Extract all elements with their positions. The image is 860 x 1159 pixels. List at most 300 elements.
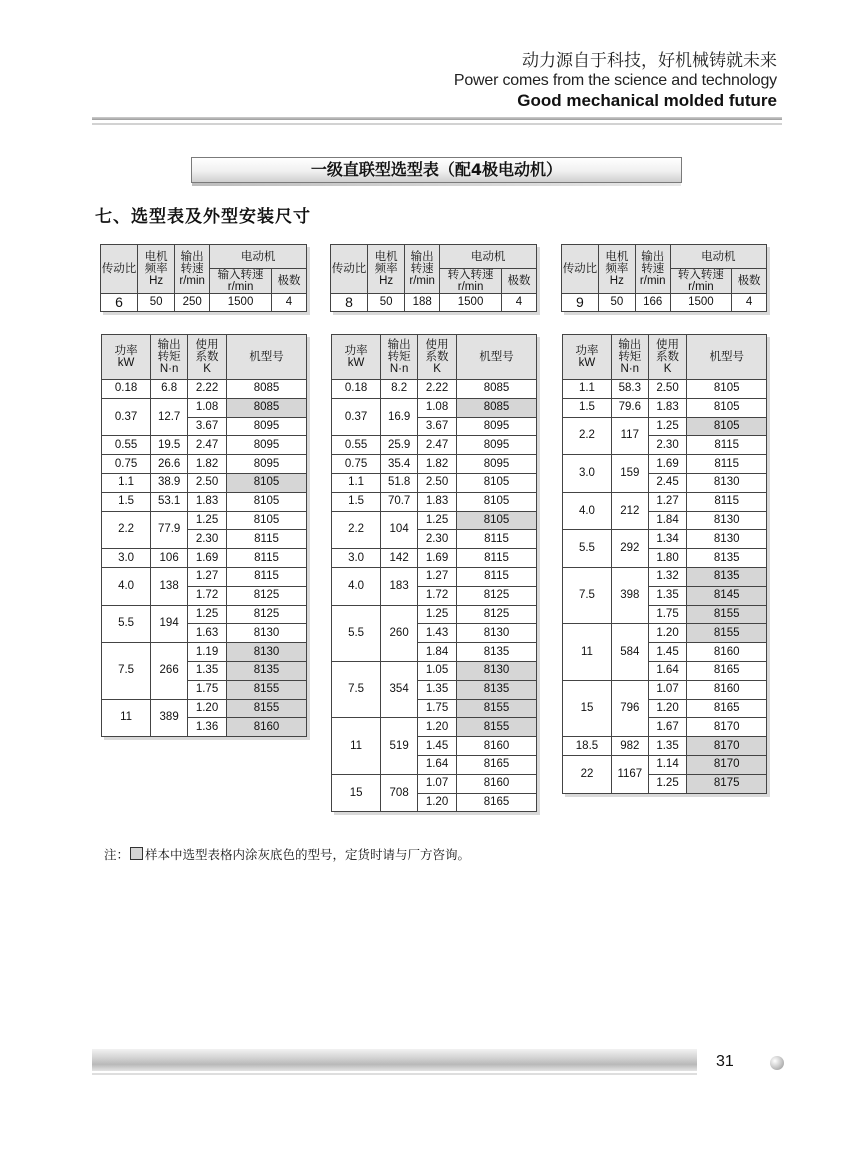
selection-header-row [332,335,537,380]
model-value: 8135 [687,567,767,586]
power-value: 3.0 [102,549,151,568]
table-row [102,455,307,474]
factor-value: 1.27 [418,567,457,586]
model-value: 8085 [227,398,307,417]
torque-value: 106 [151,549,188,568]
model-value: 8165 [687,661,767,680]
power-value: 11 [563,624,612,680]
model-value: 8115 [687,436,767,455]
torque-value: 142 [381,549,418,568]
input-speed-header: 转入转速 r/min [440,269,502,294]
model-value: 8115 [687,455,767,474]
selection-table [331,334,537,812]
model-value: 8130 [227,624,307,643]
poles-header: 极数 [271,269,306,294]
table-row [332,473,537,492]
model-value: 8115 [227,567,307,586]
torque-value: 16.9 [381,398,418,436]
factor-value: 2.30 [188,530,227,549]
model-value: 8115 [457,530,537,549]
input-speed-value: 1500 [440,294,502,312]
model-value: 8135 [457,643,537,662]
torque-value: 519 [381,718,418,774]
ratio-header: 传动比 [331,245,368,294]
factor-value: 1.82 [188,455,227,474]
torque-value: 70.7 [381,492,418,511]
gray-legend-square [130,847,143,860]
power-header: 功率 kW [332,335,381,380]
ratio-header: 传动比 [101,245,138,294]
factor-value: 1.36 [188,718,227,737]
table-row [332,774,537,793]
page-title: 一级直联型选型表（配4极电动机） [191,157,682,183]
power-value: 1.5 [563,398,612,417]
model-value: 8165 [457,793,537,812]
poles-header: 极数 [732,269,767,294]
model-value: 8105 [687,417,767,436]
table-row [102,549,307,568]
frequency-header: 电机 频率 Hz [598,245,635,294]
table-row [102,567,307,586]
factor-value: 2.47 [418,436,457,455]
table-row [102,605,307,624]
torque-value: 138 [151,567,188,605]
power-value: 18.5 [563,737,612,756]
power-value: 5.5 [563,530,612,568]
model-value: 8135 [227,661,307,680]
header-slogan-cn: 动力源自于科技，好机械铸就未来 [522,51,777,71]
factor-value: 1.25 [648,417,687,436]
model-value: 8095 [227,455,307,474]
model-value: 8115 [457,549,537,568]
factor-value: 1.25 [188,511,227,530]
model-value: 8125 [227,586,307,605]
motor-header: 电动机 [210,245,307,269]
model-value: 8105 [687,380,767,399]
torque-value: 25.9 [381,436,418,455]
factor-value: 1.64 [418,755,457,774]
factor-value: 1.27 [648,492,687,511]
input-speed-header: 输入转速 r/min [210,269,272,294]
factor-value: 1.19 [188,643,227,662]
torque-header: 输出 转矩 N·n [611,335,648,380]
model-value: 8170 [687,737,767,756]
model-value: 8105 [227,492,307,511]
model-value: 8115 [457,567,537,586]
torque-header: 输出 转矩 N·n [151,335,188,380]
table-row [563,680,767,699]
model-value: 8170 [687,755,767,774]
torque-value: 104 [381,511,418,549]
factor-value: 1.05 [418,661,457,680]
model-header: 机型号 [227,335,307,380]
motor-spec-table [561,244,767,312]
model-value: 8125 [227,605,307,624]
factor-value: 1.27 [188,567,227,586]
frequency-value: 50 [138,294,175,312]
power-value: 5.5 [332,605,381,661]
model-value: 8085 [227,380,307,399]
output-speed-header: 输出 转速 r/min [635,245,670,294]
power-value: 4.0 [332,567,381,605]
table-row [332,567,537,586]
factor-value: 1.08 [188,398,227,417]
model-value: 8105 [227,511,307,530]
torque-value: 79.6 [611,398,648,417]
model-value: 8130 [687,473,767,492]
input-speed-header: 转入转速 r/min [670,269,732,294]
torque-value: 708 [381,774,418,812]
model-value: 8155 [687,624,767,643]
output-speed-value: 188 [405,294,440,312]
power-value: 22 [563,755,612,793]
factor-value: 1.69 [418,549,457,568]
power-value: 0.18 [102,380,151,399]
factor-value: 1.67 [648,718,687,737]
factor-value: 1.35 [418,680,457,699]
factor-value: 1.84 [648,511,687,530]
factor-value: 1.25 [648,774,687,793]
output-speed-header: 输出 转速 r/min [405,245,440,294]
power-value: 0.55 [332,436,381,455]
power-value: 0.18 [332,380,381,399]
motor-header: 电动机 [670,245,766,269]
motor-value-row [101,294,307,312]
model-value: 8115 [227,530,307,549]
torque-value: 982 [611,737,648,756]
header-slogan-en-bold: Good mechanical molded future [517,91,777,110]
factor-value: 2.30 [418,530,457,549]
power-value: 7.5 [332,661,381,717]
power-header: 功率 kW [102,335,151,380]
factor-value: 1.20 [648,699,687,718]
factor-value: 1.07 [418,774,457,793]
table-row [102,699,307,718]
factor-value: 1.80 [648,549,687,568]
factor-value: 1.35 [648,737,687,756]
power-value: 4.0 [102,567,151,605]
power-value: 2.2 [332,511,381,549]
torque-value: 183 [381,567,418,605]
table-row [563,398,767,417]
torque-value: 58.3 [611,380,648,399]
torque-value: 159 [611,455,648,493]
table-row [332,549,537,568]
model-value: 8095 [457,436,537,455]
table-row [332,661,537,680]
power-value: 11 [102,699,151,737]
torque-value: 212 [611,492,648,530]
header-rule-thin [92,123,782,125]
power-value: 0.37 [332,398,381,436]
factor-value: 2.22 [418,380,457,399]
table-row [102,643,307,662]
factor-value: 1.25 [418,605,457,624]
table-row [563,417,767,436]
factor-value: 1.25 [188,605,227,624]
table-row [332,380,537,399]
footer-bar [92,1049,697,1071]
poles-value: 4 [732,294,767,312]
factor-value: 2.50 [188,473,227,492]
factor-value: 1.45 [648,643,687,662]
motor-spec-table [100,244,307,312]
selection-header-row [563,335,767,380]
torque-value: 796 [611,680,648,736]
factor-value: 1.25 [418,511,457,530]
table-row [102,380,307,399]
torque-value: 19.5 [151,436,188,455]
ratio-value: 6 [101,294,138,312]
power-value: 0.55 [102,436,151,455]
factor-header: 使用 系数 K [188,335,227,380]
factor-value: 1.69 [188,549,227,568]
torque-value: 260 [381,605,418,661]
model-value: 8165 [687,699,767,718]
factor-header: 使用 系数 K [648,335,687,380]
power-value: 2.2 [102,511,151,549]
frequency-header: 电机 频率 Hz [368,245,405,294]
model-value: 8105 [227,473,307,492]
factor-value: 1.64 [648,661,687,680]
factor-value: 3.67 [418,417,457,436]
motor-spec-table [330,244,537,312]
model-value: 8085 [457,398,537,417]
power-value: 0.75 [102,455,151,474]
footnote-text: 样本中选型表格内涂灰底色的型号，定货时请与厂方咨询。 [145,847,471,862]
torque-value: 584 [611,624,648,680]
motor-header: 电动机 [440,245,537,269]
motor-value-row [331,294,537,312]
power-value: 0.37 [102,398,151,436]
factor-value: 1.45 [418,737,457,756]
torque-value: 354 [381,661,418,717]
model-value: 8160 [687,643,767,662]
model-value: 8170 [687,718,767,737]
factor-value: 1.72 [188,586,227,605]
factor-value: 1.34 [648,530,687,549]
factor-value: 1.83 [418,492,457,511]
power-header: 功率 kW [563,335,612,380]
poles-header: 极数 [501,269,536,294]
ratio-value: 9 [562,294,599,312]
motor-header-row [331,245,537,269]
factor-value: 2.22 [188,380,227,399]
footnote-prefix: 注： [104,847,130,862]
factor-value: 1.07 [648,680,687,699]
model-value: 8130 [687,511,767,530]
table-row [102,398,307,417]
input-speed-value: 1500 [210,294,272,312]
model-value: 8130 [227,643,307,662]
power-value: 3.0 [563,455,612,493]
model-value: 8130 [457,661,537,680]
power-value: 15 [563,680,612,736]
torque-value: 26.6 [151,455,188,474]
model-value: 8125 [457,586,537,605]
model-value: 8155 [687,605,767,624]
output-speed-value: 250 [175,294,210,312]
factor-value: 1.43 [418,624,457,643]
model-value: 8155 [227,680,307,699]
model-value: 8160 [457,737,537,756]
ratio-value: 8 [331,294,368,312]
power-value: 1.1 [563,380,612,399]
table-row [102,473,307,492]
model-value: 8155 [457,699,537,718]
model-value: 8135 [457,680,537,699]
poles-value: 4 [271,294,306,312]
table-row [102,492,307,511]
output-speed-header: 输出 转速 r/min [175,245,210,294]
power-value: 1.5 [332,492,381,511]
table-row [563,755,767,774]
factor-value: 1.83 [188,492,227,511]
factor-value: 1.83 [648,398,687,417]
table-row [332,605,537,624]
motor-header-row [101,245,307,269]
factor-value: 1.20 [188,699,227,718]
torque-value: 12.7 [151,398,188,436]
factor-value: 1.82 [418,455,457,474]
torque-value: 194 [151,605,188,643]
header-slogan-en: Power comes from the science and technology [453,72,777,89]
torque-header: 输出 转矩 N·n [381,335,418,380]
model-header: 机型号 [457,335,537,380]
model-header: 机型号 [687,335,767,380]
table-row [563,492,767,511]
factor-value: 2.30 [648,436,687,455]
model-value: 8160 [687,680,767,699]
factor-value: 1.35 [188,661,227,680]
factor-value: 1.35 [648,586,687,605]
model-value: 8175 [687,774,767,793]
torque-value: 8.2 [381,380,418,399]
poles-value: 4 [501,294,536,312]
table-row [563,737,767,756]
model-value: 8145 [687,586,767,605]
model-value: 8130 [457,624,537,643]
table-row [102,436,307,455]
power-value: 15 [332,774,381,812]
frequency-header: 电机 频率 Hz [138,245,175,294]
model-value: 8095 [227,436,307,455]
model-value: 8095 [457,455,537,474]
table-row [563,530,767,549]
selection-table [101,334,307,737]
torque-value: 51.8 [381,473,418,492]
page-number: 31 [716,1053,734,1070]
table-row [332,455,537,474]
input-speed-value: 1500 [670,294,732,312]
model-value: 8160 [457,774,537,793]
torque-value: 389 [151,699,188,737]
torque-value: 35.4 [381,455,418,474]
table-row [332,511,537,530]
frequency-value: 50 [368,294,405,312]
model-value: 8105 [687,398,767,417]
model-value: 8085 [457,380,537,399]
factor-value: 1.08 [418,398,457,417]
table-row [563,380,767,399]
selection-table [562,334,767,794]
model-value: 8105 [457,511,537,530]
power-value: 3.0 [332,549,381,568]
table-row [332,436,537,455]
model-value: 8160 [227,718,307,737]
power-value: 1.1 [332,473,381,492]
model-value: 8095 [227,417,307,436]
table-row [332,718,537,737]
model-value: 8115 [227,549,307,568]
torque-value: 38.9 [151,473,188,492]
model-value: 8095 [457,417,537,436]
torque-value: 1167 [611,755,648,793]
factor-value: 1.20 [418,718,457,737]
footnote [104,845,470,863]
factor-value: 2.45 [648,473,687,492]
table-row [563,455,767,474]
selection-header-row [102,335,307,380]
torque-value: 6.8 [151,380,188,399]
header-rule [92,117,782,120]
model-value: 8155 [227,699,307,718]
model-value: 8115 [687,492,767,511]
factor-value: 3.67 [188,417,227,436]
frequency-value: 50 [598,294,635,312]
torque-value: 398 [611,567,648,623]
ratio-header: 传动比 [562,245,599,294]
model-value: 8105 [457,492,537,511]
factor-value: 1.75 [188,680,227,699]
table-row [332,492,537,511]
power-value: 1.1 [102,473,151,492]
model-value: 8130 [687,530,767,549]
model-value: 8165 [457,755,537,774]
factor-value: 1.32 [648,567,687,586]
power-value: 7.5 [563,567,612,623]
factor-value: 1.63 [188,624,227,643]
motor-value-row [562,294,767,312]
table-row [102,511,307,530]
factor-header: 使用 系数 K [418,335,457,380]
power-value: 7.5 [102,643,151,699]
torque-value: 292 [611,530,648,568]
factor-value: 1.75 [648,605,687,624]
torque-value: 53.1 [151,492,188,511]
factor-value: 1.75 [418,699,457,718]
factor-value: 2.47 [188,436,227,455]
torque-value: 77.9 [151,511,188,549]
model-value: 8125 [457,605,537,624]
table-row [563,624,767,643]
power-value: 2.2 [563,417,612,455]
factor-value: 1.84 [418,643,457,662]
torque-value: 266 [151,643,188,699]
section-heading: 七、选型表及外型安装尺寸 [95,207,311,227]
factor-value: 1.20 [418,793,457,812]
model-value: 8105 [457,473,537,492]
torque-value: 117 [611,417,648,455]
power-value: 4.0 [563,492,612,530]
model-value: 8155 [457,718,537,737]
output-speed-value: 166 [635,294,670,312]
power-value: 5.5 [102,605,151,643]
factor-value: 2.50 [418,473,457,492]
footer-ball-icon [770,1056,784,1070]
factor-value: 1.20 [648,624,687,643]
factor-value: 1.72 [418,586,457,605]
